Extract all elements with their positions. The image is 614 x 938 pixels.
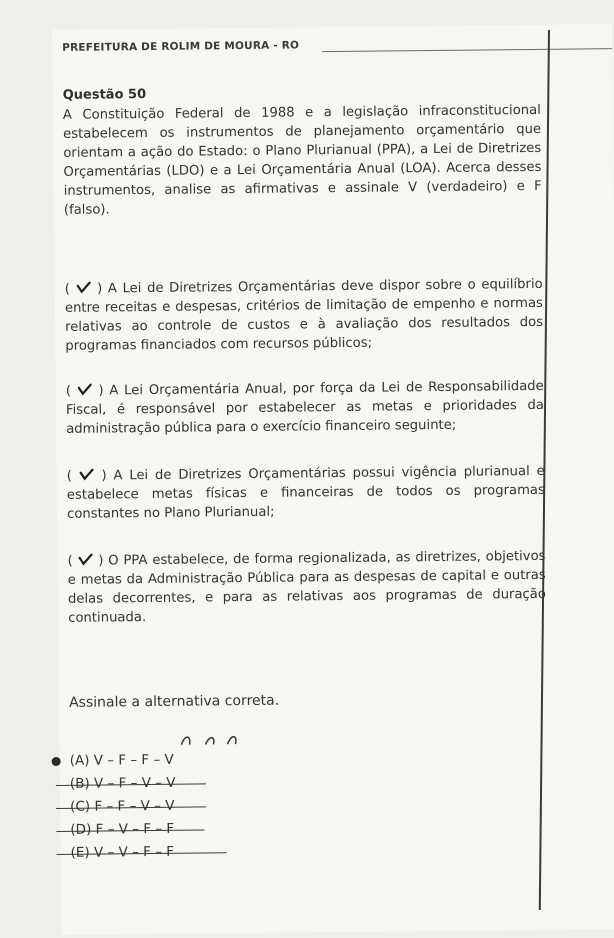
statement-2-text: A Lei Orçamentária Anual, por força da Lei de Responsabilidade Fiscal, é responsável por estabelecer as metas e prioridades da administração pública para o exercício financeiro seguinte; xyxy=(65,378,545,437)
statement-3 xyxy=(67,462,546,524)
statement-1 xyxy=(65,275,544,356)
question-intro: A Constituição Federal de 1988 e a legislação infraconstitucional estabelecem os instrumentos de planejamento orçamentário que orientam a ação do Estado: o Plano Plurianual (PPA), a Lei de Diretrizes Orçamentárias (LDO) e a Lei Orçamentária Anual (LOA). Acerca desses instrumentos, analise as afirmativas e assinale V (verdadeiro) e F (falso). xyxy=(62,102,542,218)
statement-3-text: A Lei de Diretrizes Orçamentárias possui vigência plurianual e estabelece metas físicas e financeiras de todos os programas constantes no Plano Plurianual; xyxy=(66,463,545,522)
option-d[interactable] xyxy=(70,816,370,842)
handwritten-check-icon xyxy=(80,469,94,481)
option-e[interactable] xyxy=(71,839,371,865)
option-d-label: (D) xyxy=(70,821,92,838)
option-e-label: (E) xyxy=(70,844,90,861)
statement-4 xyxy=(67,547,546,628)
filled-circle-icon xyxy=(52,757,61,766)
option-b-label: (B) xyxy=(69,775,90,792)
option-a-text: V – F – F – V xyxy=(93,751,174,769)
handwritten-check-icon xyxy=(78,554,92,566)
option-c-label: (C) xyxy=(70,798,91,815)
instruction: Assinale a alternativa correta. xyxy=(68,692,280,711)
option-b-text: V – F – V – V xyxy=(93,774,176,792)
statement-1-close: ) xyxy=(97,281,103,297)
exam-page xyxy=(52,24,614,935)
option-b[interactable] xyxy=(70,770,370,796)
option-c-text: F – F – V – V xyxy=(94,797,175,815)
handwritten-check-icon xyxy=(78,384,92,396)
statement-4-text: O PPA estabelece, de forma regionalizada, as diretrizes, objetivos e metas da Administração Pública para as despesas de capital e outras delas decorrentes, e para as relativas aos programas de duração continuada. xyxy=(67,548,547,626)
option-d-text: F – V – F – F xyxy=(95,820,175,838)
statement-2-close: ) xyxy=(98,383,104,399)
statement-4-open: ( xyxy=(67,553,78,569)
statement-4-close: ) xyxy=(98,553,104,569)
page-header: PREFEITURA DE ROLIM DE MOURA - RO xyxy=(62,39,300,54)
option-c[interactable] xyxy=(70,793,370,819)
statement-3-open: ( xyxy=(66,468,79,484)
header-divider xyxy=(322,48,612,52)
question-title: Questão 50 xyxy=(62,87,147,103)
answer-options xyxy=(70,747,371,865)
option-a-label: (A) xyxy=(69,752,90,769)
option-e-text: V – V – F – F xyxy=(93,843,175,861)
option-a[interactable] xyxy=(70,747,370,773)
statement-1-text: A Lei de Diretrizes Orçamentárias deve dispor sobre o equilíbrio entre receitas e despesas, critérios de limitação de empenho e normas relativas ao controle de custos e à avaliação dos resultados dos programas financiados com recursos públicos; xyxy=(64,276,544,354)
statement-2-open: ( xyxy=(65,383,77,399)
handwritten-check-icon xyxy=(76,282,90,294)
statement-1-open: ( xyxy=(64,281,76,297)
statement-2 xyxy=(66,377,545,439)
statement-3-close: ) xyxy=(101,468,107,484)
